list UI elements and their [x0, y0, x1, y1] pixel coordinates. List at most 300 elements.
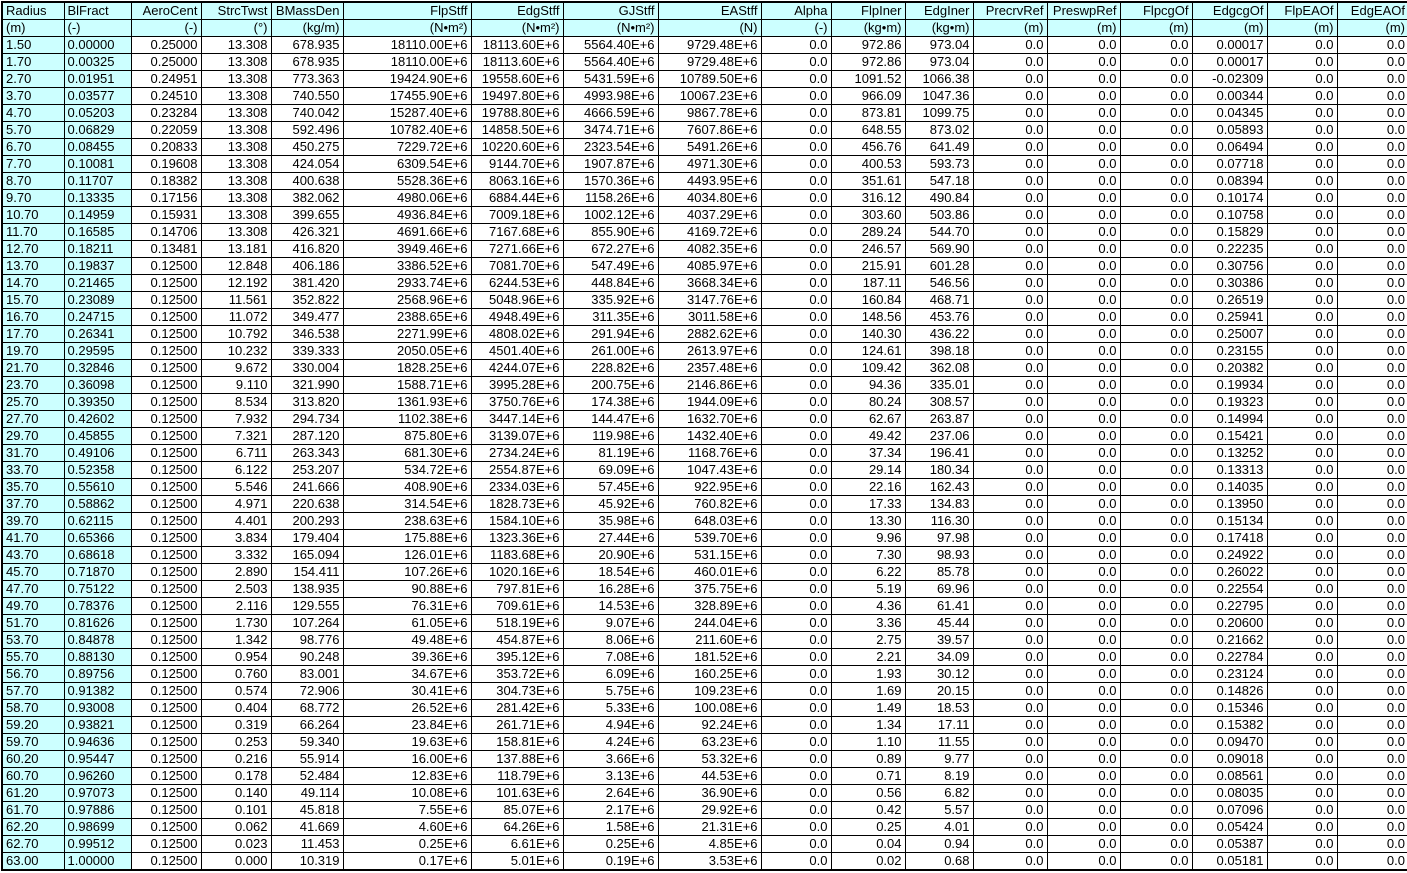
cell-flpstff[interactable]: 23.84E+6 [343, 717, 471, 734]
cell-bmassden[interactable]: 678.935 [271, 37, 343, 54]
cell-flpcgof[interactable]: 0.0 [1120, 632, 1192, 649]
cell-edginer[interactable]: 8.19 [905, 768, 973, 785]
cell-aerocent[interactable]: 0.14706 [131, 224, 201, 241]
cell-flpcgof[interactable]: 0.0 [1120, 768, 1192, 785]
cell-flpstff[interactable]: 3386.52E+6 [343, 258, 471, 275]
cell-edgcgof[interactable]: 0.17418 [1192, 530, 1267, 547]
cell-edgcgof[interactable]: 0.14826 [1192, 683, 1267, 700]
cell-edginer[interactable]: 263.87 [905, 411, 973, 428]
cell-edginer[interactable]: 97.98 [905, 530, 973, 547]
cell-bmassden[interactable]: 406.186 [271, 258, 343, 275]
column-header-edgcgof[interactable]: EdgcgOf [1192, 2, 1267, 20]
cell-strctwst[interactable]: 0.216 [201, 751, 271, 768]
cell-edgstff[interactable]: 101.63E+6 [471, 785, 563, 802]
cell-radius[interactable]: 7.70 [2, 156, 64, 173]
cell-flpeaof[interactable]: 0.0 [1267, 428, 1337, 445]
cell-edgstff[interactable]: 18113.60E+6 [471, 54, 563, 71]
cell-strctwst[interactable]: 3.834 [201, 530, 271, 547]
cell-bmassden[interactable]: 11.453 [271, 836, 343, 853]
cell-flpeaof[interactable]: 0.0 [1267, 547, 1337, 564]
cell-flpstff[interactable]: 408.90E+6 [343, 479, 471, 496]
cell-flpiner[interactable]: 124.61 [831, 343, 905, 360]
cell-preswpref[interactable]: 0.0 [1047, 88, 1120, 105]
cell-aerocent[interactable]: 0.12500 [131, 666, 201, 683]
cell-flpcgof[interactable]: 0.0 [1120, 802, 1192, 819]
cell-preswpref[interactable]: 0.0 [1047, 309, 1120, 326]
cell-aerocent[interactable]: 0.13481 [131, 241, 201, 258]
cell-bmassden[interactable]: 107.264 [271, 615, 343, 632]
cell-bmassden[interactable]: 400.638 [271, 173, 343, 190]
column-header-gjstff[interactable]: GJStff [563, 2, 658, 20]
cell-preswpref[interactable]: 0.0 [1047, 462, 1120, 479]
cell-flpeaof[interactable]: 0.0 [1267, 683, 1337, 700]
cell-bmassden[interactable]: 321.990 [271, 377, 343, 394]
cell-strctwst[interactable]: 13.308 [201, 190, 271, 207]
cell-flpcgof[interactable]: 0.0 [1120, 54, 1192, 71]
cell-precrvref[interactable]: 0.0 [973, 343, 1047, 360]
cell-alpha[interactable]: 0.0 [761, 785, 831, 802]
cell-edgcgof[interactable]: 0.00017 [1192, 54, 1267, 71]
cell-bmassden[interactable]: 49.114 [271, 785, 343, 802]
cell-flpiner[interactable]: 1091.52 [831, 71, 905, 88]
cell-radius[interactable]: 51.70 [2, 615, 64, 632]
cell-edgcgof[interactable]: -0.02309 [1192, 71, 1267, 88]
cell-blfract[interactable]: 0.88130 [64, 649, 131, 666]
cell-flpcgof[interactable]: 0.0 [1120, 292, 1192, 309]
cell-gjstff[interactable]: 1570.36E+6 [563, 173, 658, 190]
cell-bmassden[interactable]: 678.935 [271, 54, 343, 71]
cell-flpiner[interactable]: 4.36 [831, 598, 905, 615]
cell-radius[interactable]: 61.20 [2, 785, 64, 802]
cell-bmassden[interactable]: 154.411 [271, 564, 343, 581]
cell-strctwst[interactable]: 13.308 [201, 173, 271, 190]
cell-edginer[interactable]: 335.01 [905, 377, 973, 394]
cell-flpstff[interactable]: 6309.54E+6 [343, 156, 471, 173]
cell-preswpref[interactable]: 0.0 [1047, 54, 1120, 71]
cell-alpha[interactable]: 0.0 [761, 615, 831, 632]
cell-precrvref[interactable]: 0.0 [973, 751, 1047, 768]
cell-preswpref[interactable]: 0.0 [1047, 445, 1120, 462]
cell-precrvref[interactable]: 0.0 [973, 615, 1047, 632]
cell-preswpref[interactable]: 0.0 [1047, 377, 1120, 394]
cell-flpcgof[interactable]: 0.0 [1120, 37, 1192, 54]
cell-edgeaof[interactable]: 0.0 [1337, 666, 1407, 683]
cell-edgcgof[interactable]: 0.25007 [1192, 326, 1267, 343]
cell-flpeaof[interactable]: 0.0 [1267, 564, 1337, 581]
cell-gjstff[interactable]: 18.54E+6 [563, 564, 658, 581]
cell-eastff[interactable]: 4.85E+6 [658, 836, 761, 853]
cell-flpcgof[interactable]: 0.0 [1120, 819, 1192, 836]
cell-flpeaof[interactable]: 0.0 [1267, 105, 1337, 122]
cell-flpstff[interactable]: 39.36E+6 [343, 649, 471, 666]
cell-flpstff[interactable]: 0.17E+6 [343, 853, 471, 871]
cell-bmassden[interactable]: 592.496 [271, 122, 343, 139]
cell-edgstff[interactable]: 10220.60E+6 [471, 139, 563, 156]
cell-flpstff[interactable]: 2388.65E+6 [343, 309, 471, 326]
cell-bmassden[interactable]: 90.248 [271, 649, 343, 666]
cell-strctwst[interactable]: 13.308 [201, 224, 271, 241]
column-unit-radius[interactable]: (m) [2, 20, 64, 37]
cell-edgeaof[interactable]: 0.0 [1337, 632, 1407, 649]
cell-edginer[interactable]: 98.93 [905, 547, 973, 564]
cell-edgcgof[interactable]: 0.10758 [1192, 207, 1267, 224]
cell-flpiner[interactable]: 9.96 [831, 530, 905, 547]
cell-edgcgof[interactable]: 0.05424 [1192, 819, 1267, 836]
cell-edgeaof[interactable]: 0.0 [1337, 683, 1407, 700]
cell-precrvref[interactable]: 0.0 [973, 71, 1047, 88]
cell-edgstff[interactable]: 158.81E+6 [471, 734, 563, 751]
cell-bmassden[interactable]: 382.062 [271, 190, 343, 207]
cell-radius[interactable]: 4.70 [2, 105, 64, 122]
cell-flpiner[interactable]: 0.02 [831, 853, 905, 871]
column-header-flpiner[interactable]: FlpIner [831, 2, 905, 20]
cell-blfract[interactable]: 0.95447 [64, 751, 131, 768]
cell-precrvref[interactable]: 0.0 [973, 156, 1047, 173]
cell-aerocent[interactable]: 0.12500 [131, 632, 201, 649]
cell-gjstff[interactable]: 5564.40E+6 [563, 54, 658, 71]
cell-strctwst[interactable]: 13.308 [201, 207, 271, 224]
cell-gjstff[interactable]: 2.64E+6 [563, 785, 658, 802]
cell-flpcgof[interactable]: 0.0 [1120, 224, 1192, 241]
column-header-edgstff[interactable]: EdgStff [471, 2, 563, 20]
cell-radius[interactable]: 35.70 [2, 479, 64, 496]
cell-eastff[interactable]: 44.53E+6 [658, 768, 761, 785]
cell-alpha[interactable]: 0.0 [761, 768, 831, 785]
cell-edgstff[interactable]: 1828.73E+6 [471, 496, 563, 513]
cell-eastff[interactable]: 1047.43E+6 [658, 462, 761, 479]
column-header-alpha[interactable]: Alpha [761, 2, 831, 20]
cell-flpeaof[interactable]: 0.0 [1267, 632, 1337, 649]
cell-edgstff[interactable]: 709.61E+6 [471, 598, 563, 615]
cell-precrvref[interactable]: 0.0 [973, 717, 1047, 734]
cell-blfract[interactable]: 0.62115 [64, 513, 131, 530]
cell-gjstff[interactable]: 57.45E+6 [563, 479, 658, 496]
cell-bmassden[interactable]: 253.207 [271, 462, 343, 479]
cell-flpstff[interactable]: 4936.84E+6 [343, 207, 471, 224]
cell-flpstff[interactable]: 16.00E+6 [343, 751, 471, 768]
cell-blfract[interactable]: 0.96260 [64, 768, 131, 785]
cell-radius[interactable]: 3.70 [2, 88, 64, 105]
cell-precrvref[interactable]: 0.0 [973, 547, 1047, 564]
cell-aerocent[interactable]: 0.12500 [131, 513, 201, 530]
cell-edgcgof[interactable]: 0.30756 [1192, 258, 1267, 275]
cell-flpcgof[interactable]: 0.0 [1120, 734, 1192, 751]
cell-edgeaof[interactable]: 0.0 [1337, 71, 1407, 88]
cell-alpha[interactable]: 0.0 [761, 462, 831, 479]
cell-flpstff[interactable]: 15287.40E+6 [343, 105, 471, 122]
cell-strctwst[interactable]: 13.308 [201, 122, 271, 139]
cell-flpstff[interactable]: 10.08E+6 [343, 785, 471, 802]
cell-flpstff[interactable]: 10782.40E+6 [343, 122, 471, 139]
column-header-blfract[interactable]: BlFract [64, 2, 131, 20]
cell-preswpref[interactable]: 0.0 [1047, 496, 1120, 513]
cell-flpiner[interactable]: 6.22 [831, 564, 905, 581]
cell-flpeaof[interactable]: 0.0 [1267, 581, 1337, 598]
cell-edgcgof[interactable]: 0.26519 [1192, 292, 1267, 309]
cell-edgeaof[interactable]: 0.0 [1337, 581, 1407, 598]
cell-eastff[interactable]: 3011.58E+6 [658, 309, 761, 326]
cell-bmassden[interactable]: 263.343 [271, 445, 343, 462]
cell-edgeaof[interactable]: 0.0 [1337, 275, 1407, 292]
cell-flpiner[interactable]: 400.53 [831, 156, 905, 173]
cell-preswpref[interactable]: 0.0 [1047, 683, 1120, 700]
cell-alpha[interactable]: 0.0 [761, 292, 831, 309]
cell-edginer[interactable]: 6.82 [905, 785, 973, 802]
cell-gjstff[interactable]: 16.28E+6 [563, 581, 658, 598]
cell-preswpref[interactable]: 0.0 [1047, 479, 1120, 496]
cell-edgstff[interactable]: 137.88E+6 [471, 751, 563, 768]
cell-alpha[interactable]: 0.0 [761, 309, 831, 326]
cell-flpstff[interactable]: 1102.38E+6 [343, 411, 471, 428]
cell-gjstff[interactable]: 4993.98E+6 [563, 88, 658, 105]
cell-bmassden[interactable]: 740.042 [271, 105, 343, 122]
column-unit-aerocent[interactable]: (-) [131, 20, 201, 37]
cell-precrvref[interactable]: 0.0 [973, 666, 1047, 683]
cell-edginer[interactable]: 641.49 [905, 139, 973, 156]
cell-flpeaof[interactable]: 0.0 [1267, 853, 1337, 871]
cell-aerocent[interactable]: 0.12500 [131, 717, 201, 734]
cell-flpstff[interactable]: 4980.06E+6 [343, 190, 471, 207]
cell-flpstff[interactable]: 34.67E+6 [343, 666, 471, 683]
cell-flpstff[interactable]: 19424.90E+6 [343, 71, 471, 88]
cell-blfract[interactable]: 0.36098 [64, 377, 131, 394]
cell-flpcgof[interactable]: 0.0 [1120, 156, 1192, 173]
cell-edgeaof[interactable]: 0.0 [1337, 207, 1407, 224]
cell-flpcgof[interactable]: 0.0 [1120, 836, 1192, 853]
cell-flpstff[interactable]: 1588.71E+6 [343, 377, 471, 394]
cell-flpiner[interactable]: 140.30 [831, 326, 905, 343]
cell-flpstff[interactable]: 2933.74E+6 [343, 275, 471, 292]
cell-bmassden[interactable]: 313.820 [271, 394, 343, 411]
cell-edgeaof[interactable]: 0.0 [1337, 343, 1407, 360]
cell-edgcgof[interactable]: 0.05387 [1192, 836, 1267, 853]
cell-strctwst[interactable]: 4.971 [201, 496, 271, 513]
cell-edgstff[interactable]: 261.71E+6 [471, 717, 563, 734]
cell-strctwst[interactable]: 10.232 [201, 343, 271, 360]
cell-edgeaof[interactable]: 0.0 [1337, 394, 1407, 411]
cell-strctwst[interactable]: 3.332 [201, 547, 271, 564]
cell-flpiner[interactable]: 94.36 [831, 377, 905, 394]
cell-gjstff[interactable]: 4666.59E+6 [563, 105, 658, 122]
cell-aerocent[interactable]: 0.12500 [131, 411, 201, 428]
cell-aerocent[interactable]: 0.12500 [131, 428, 201, 445]
cell-flpstff[interactable]: 12.83E+6 [343, 768, 471, 785]
cell-edgstff[interactable]: 14858.50E+6 [471, 122, 563, 139]
cell-alpha[interactable]: 0.0 [761, 819, 831, 836]
cell-precrvref[interactable]: 0.0 [973, 173, 1047, 190]
cell-blfract[interactable]: 0.14959 [64, 207, 131, 224]
cell-eastff[interactable]: 4085.97E+6 [658, 258, 761, 275]
cell-bmassden[interactable]: 450.275 [271, 139, 343, 156]
cell-flpcgof[interactable]: 0.0 [1120, 513, 1192, 530]
cell-aerocent[interactable]: 0.12500 [131, 326, 201, 343]
cell-flpiner[interactable]: 187.11 [831, 275, 905, 292]
cell-edgstff[interactable]: 6244.53E+6 [471, 275, 563, 292]
cell-flpstff[interactable]: 314.54E+6 [343, 496, 471, 513]
cell-alpha[interactable]: 0.0 [761, 122, 831, 139]
cell-radius[interactable]: 61.70 [2, 802, 64, 819]
cell-radius[interactable]: 47.70 [2, 581, 64, 598]
cell-edginer[interactable]: 17.11 [905, 717, 973, 734]
cell-preswpref[interactable]: 0.0 [1047, 819, 1120, 836]
cell-radius[interactable]: 1.70 [2, 54, 64, 71]
cell-gjstff[interactable]: 27.44E+6 [563, 530, 658, 547]
cell-radius[interactable]: 23.70 [2, 377, 64, 394]
cell-radius[interactable]: 37.70 [2, 496, 64, 513]
cell-precrvref[interactable]: 0.0 [973, 224, 1047, 241]
cell-edgcgof[interactable]: 0.05893 [1192, 122, 1267, 139]
cell-eastff[interactable]: 539.70E+6 [658, 530, 761, 547]
cell-radius[interactable]: 11.70 [2, 224, 64, 241]
cell-edgcgof[interactable]: 0.20600 [1192, 615, 1267, 632]
cell-blfract[interactable]: 0.03577 [64, 88, 131, 105]
cell-strctwst[interactable]: 0.574 [201, 683, 271, 700]
cell-edgstff[interactable]: 19497.80E+6 [471, 88, 563, 105]
cell-aerocent[interactable]: 0.12500 [131, 360, 201, 377]
cell-edgeaof[interactable]: 0.0 [1337, 649, 1407, 666]
cell-flpeaof[interactable]: 0.0 [1267, 309, 1337, 326]
cell-edgeaof[interactable]: 0.0 [1337, 122, 1407, 139]
cell-edgstff[interactable]: 5.01E+6 [471, 853, 563, 871]
cell-blfract[interactable]: 0.94636 [64, 734, 131, 751]
cell-radius[interactable]: 14.70 [2, 275, 64, 292]
cell-flpcgof[interactable]: 0.0 [1120, 751, 1192, 768]
cell-radius[interactable]: 33.70 [2, 462, 64, 479]
cell-precrvref[interactable]: 0.0 [973, 513, 1047, 530]
column-unit-preswpref[interactable]: (m) [1047, 20, 1120, 37]
cell-edgstff[interactable]: 4244.07E+6 [471, 360, 563, 377]
cell-preswpref[interactable]: 0.0 [1047, 156, 1120, 173]
cell-edgeaof[interactable]: 0.0 [1337, 54, 1407, 71]
cell-precrvref[interactable]: 0.0 [973, 445, 1047, 462]
cell-edgstff[interactable]: 353.72E+6 [471, 666, 563, 683]
cell-edginer[interactable]: 45.44 [905, 615, 973, 632]
cell-alpha[interactable]: 0.0 [761, 751, 831, 768]
cell-eastff[interactable]: 29.92E+6 [658, 802, 761, 819]
cell-flpiner[interactable]: 972.86 [831, 37, 905, 54]
cell-flpeaof[interactable]: 0.0 [1267, 326, 1337, 343]
cell-flpeaof[interactable]: 0.0 [1267, 615, 1337, 632]
cell-precrvref[interactable]: 0.0 [973, 411, 1047, 428]
column-unit-edgcgof[interactable]: (m) [1192, 20, 1267, 37]
cell-preswpref[interactable]: 0.0 [1047, 343, 1120, 360]
cell-edgstff[interactable]: 5048.96E+6 [471, 292, 563, 309]
cell-edgcgof[interactable]: 0.06494 [1192, 139, 1267, 156]
cell-edginer[interactable]: 30.12 [905, 666, 973, 683]
cell-aerocent[interactable]: 0.12500 [131, 530, 201, 547]
cell-aerocent[interactable]: 0.15931 [131, 207, 201, 224]
cell-strctwst[interactable]: 6.122 [201, 462, 271, 479]
cell-gjstff[interactable]: 291.94E+6 [563, 326, 658, 343]
cell-bmassden[interactable]: 346.538 [271, 326, 343, 343]
cell-edgstff[interactable]: 454.87E+6 [471, 632, 563, 649]
cell-aerocent[interactable]: 0.12500 [131, 275, 201, 292]
cell-edgeaof[interactable]: 0.0 [1337, 37, 1407, 54]
cell-flpcgof[interactable]: 0.0 [1120, 445, 1192, 462]
cell-aerocent[interactable]: 0.12500 [131, 768, 201, 785]
cell-eastff[interactable]: 7607.86E+6 [658, 122, 761, 139]
cell-eastff[interactable]: 36.90E+6 [658, 785, 761, 802]
cell-bmassden[interactable]: 426.321 [271, 224, 343, 241]
cell-edgstff[interactable]: 3995.28E+6 [471, 377, 563, 394]
cell-preswpref[interactable]: 0.0 [1047, 717, 1120, 734]
cell-flpiner[interactable]: 0.56 [831, 785, 905, 802]
cell-edgeaof[interactable]: 0.0 [1337, 836, 1407, 853]
cell-edgstff[interactable]: 1584.10E+6 [471, 513, 563, 530]
cell-flpstff[interactable]: 175.88E+6 [343, 530, 471, 547]
cell-strctwst[interactable]: 1.342 [201, 632, 271, 649]
cell-flpiner[interactable]: 0.42 [831, 802, 905, 819]
cell-flpeaof[interactable]: 0.0 [1267, 785, 1337, 802]
cell-edginer[interactable]: 196.41 [905, 445, 973, 462]
cell-flpstff[interactable]: 5528.36E+6 [343, 173, 471, 190]
cell-bmassden[interactable]: 45.818 [271, 802, 343, 819]
cell-gjstff[interactable]: 5564.40E+6 [563, 37, 658, 54]
cell-edgeaof[interactable]: 0.0 [1337, 598, 1407, 615]
cell-bmassden[interactable]: 129.555 [271, 598, 343, 615]
cell-radius[interactable]: 1.50 [2, 37, 64, 54]
column-unit-strctwst[interactable]: (°) [201, 20, 271, 37]
cell-strctwst[interactable]: 8.534 [201, 394, 271, 411]
cell-flpstff[interactable]: 2568.96E+6 [343, 292, 471, 309]
cell-edgeaof[interactable]: 0.0 [1337, 156, 1407, 173]
cell-alpha[interactable]: 0.0 [761, 173, 831, 190]
cell-flpiner[interactable]: 303.60 [831, 207, 905, 224]
cell-strctwst[interactable]: 13.308 [201, 139, 271, 156]
cell-flpeaof[interactable]: 0.0 [1267, 173, 1337, 190]
cell-edgeaof[interactable]: 0.0 [1337, 615, 1407, 632]
cell-gjstff[interactable]: 7.08E+6 [563, 649, 658, 666]
cell-alpha[interactable]: 0.0 [761, 734, 831, 751]
cell-flpeaof[interactable]: 0.0 [1267, 479, 1337, 496]
cell-precrvref[interactable]: 0.0 [973, 394, 1047, 411]
cell-gjstff[interactable]: 119.98E+6 [563, 428, 658, 445]
cell-flpstff[interactable]: 18110.00E+6 [343, 37, 471, 54]
column-unit-precrvref[interactable]: (m) [973, 20, 1047, 37]
cell-aerocent[interactable]: 0.12500 [131, 615, 201, 632]
cell-edgeaof[interactable]: 0.0 [1337, 88, 1407, 105]
cell-precrvref[interactable]: 0.0 [973, 360, 1047, 377]
cell-preswpref[interactable]: 0.0 [1047, 632, 1120, 649]
cell-alpha[interactable]: 0.0 [761, 717, 831, 734]
cell-eastff[interactable]: 760.82E+6 [658, 496, 761, 513]
cell-alpha[interactable]: 0.0 [761, 445, 831, 462]
cell-edgeaof[interactable]: 0.0 [1337, 530, 1407, 547]
cell-gjstff[interactable]: 0.25E+6 [563, 836, 658, 853]
cell-edginer[interactable]: 503.86 [905, 207, 973, 224]
cell-strctwst[interactable]: 13.308 [201, 88, 271, 105]
cell-bmassden[interactable]: 381.420 [271, 275, 343, 292]
cell-alpha[interactable]: 0.0 [761, 700, 831, 717]
cell-edgcgof[interactable]: 0.22784 [1192, 649, 1267, 666]
cell-edginer[interactable]: 1099.75 [905, 105, 973, 122]
cell-strctwst[interactable]: 7.932 [201, 411, 271, 428]
cell-bmassden[interactable]: 52.484 [271, 768, 343, 785]
cell-aerocent[interactable]: 0.19608 [131, 156, 201, 173]
cell-flpcgof[interactable]: 0.0 [1120, 71, 1192, 88]
cell-flpiner[interactable]: 1.10 [831, 734, 905, 751]
cell-alpha[interactable]: 0.0 [761, 836, 831, 853]
cell-flpstff[interactable]: 1361.93E+6 [343, 394, 471, 411]
cell-blfract[interactable]: 0.10081 [64, 156, 131, 173]
cell-edginer[interactable]: 490.84 [905, 190, 973, 207]
cell-precrvref[interactable]: 0.0 [973, 598, 1047, 615]
column-header-aerocent[interactable]: AeroCent [131, 2, 201, 20]
cell-alpha[interactable]: 0.0 [761, 547, 831, 564]
cell-precrvref[interactable]: 0.0 [973, 241, 1047, 258]
cell-alpha[interactable]: 0.0 [761, 207, 831, 224]
cell-blfract[interactable]: 0.06829 [64, 122, 131, 139]
